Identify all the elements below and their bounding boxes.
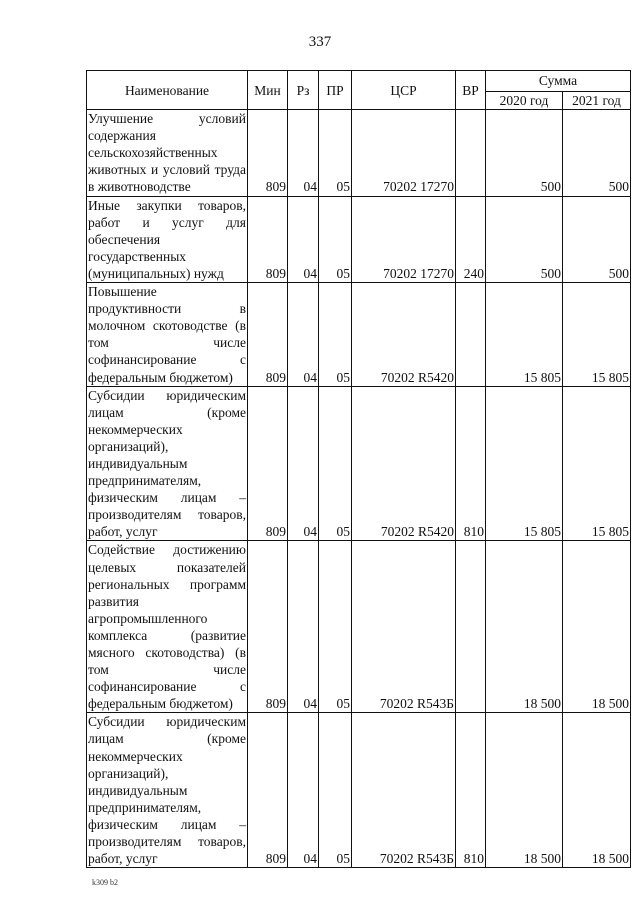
row-sum-2021: 18 500 — [563, 541, 631, 713]
row-rz: 04 — [288, 196, 319, 282]
row-min: 809 — [248, 713, 288, 868]
table-row — [87, 283, 631, 387]
row-vr — [456, 283, 486, 387]
row-min: 809 — [248, 386, 288, 541]
row-sum-2021: 18 500 — [563, 713, 631, 868]
row-sum-2020: 500 — [486, 110, 563, 196]
page-number: 337 — [308, 34, 332, 50]
row-rz: 04 — [288, 541, 319, 713]
table-row — [87, 386, 631, 541]
row-rz: 04 — [288, 283, 319, 387]
footer-code: k309 b2 — [92, 878, 118, 887]
row-vr — [456, 541, 486, 713]
row-sum-2021: 500 — [563, 196, 631, 282]
header-rz: Рз — [288, 71, 319, 110]
row-sum-2021: 500 — [563, 110, 631, 196]
row-name: Иные закупки товаров, работ и услуг для обеспечения государственных (муниципальных) нужд — [88, 197, 246, 281]
row-sum-2021: 15 805 — [563, 283, 631, 387]
row-csr: 70202 17270 — [352, 196, 456, 282]
row-sum-2020: 18 500 — [486, 713, 563, 868]
row-min: 809 — [248, 196, 288, 282]
row-csr: 70202 R5420 — [352, 283, 456, 387]
header-name: Наименование — [87, 71, 248, 110]
budget-table — [86, 70, 631, 868]
row-min: 809 — [248, 541, 288, 713]
row-vr: 810 — [456, 386, 486, 541]
row-rz: 04 — [288, 713, 319, 868]
header-sum: Сумма — [486, 71, 631, 92]
header-year-2021: 2021 год — [563, 92, 631, 110]
row-sum-2020: 15 805 — [486, 386, 563, 541]
row-name: Субсидии юридическим лицам (кроме некоммерческих организаций), индивидуальным предпринимателям, физическим лицам – производителям товаров, работ, услуг — [88, 714, 246, 867]
row-name: Улучшение условий содержания сельскохозяйственных животных и условий труда в животноводстве — [88, 111, 246, 195]
row-sum-2020: 15 805 — [486, 283, 563, 387]
row-pr: 05 — [319, 541, 352, 713]
row-rz: 04 — [288, 110, 319, 196]
row-csr: 70202 17270 — [352, 110, 456, 196]
row-sum-2020: 500 — [486, 196, 563, 282]
header-min: Мин — [248, 71, 288, 110]
row-pr: 05 — [319, 196, 352, 282]
row-pr: 05 — [319, 110, 352, 196]
header-year-2020: 2020 год — [486, 92, 563, 110]
header-pr: ПР — [319, 71, 352, 110]
row-csr: 70202 R543Б — [352, 713, 456, 868]
table-row — [87, 713, 631, 868]
row-name: Содействие достижению целевых показателей региональных программ развития агропромышленного комплекса (развитие мясного скотоводства) (в том числе софинансирование с федеральным бюджетом) — [88, 542, 246, 712]
row-name: Повышение продуктивности в молочном скотоводстве (в том числе софинансирование с федеральным бюджетом) — [88, 284, 246, 385]
table-row — [87, 541, 631, 713]
header-csr: ЦСР — [352, 71, 456, 110]
row-sum-2021: 15 805 — [563, 386, 631, 541]
row-csr: 70202 R543Б — [352, 541, 456, 713]
row-vr: 240 — [456, 196, 486, 282]
header-row — [87, 71, 631, 92]
row-pr: 05 — [319, 713, 352, 868]
row-pr: 05 — [319, 283, 352, 387]
row-pr: 05 — [319, 386, 352, 541]
row-rz: 04 — [288, 386, 319, 541]
row-sum-2020: 18 500 — [486, 541, 563, 713]
row-vr — [456, 110, 486, 196]
table-row — [87, 110, 631, 196]
row-csr: 70202 R5420 — [352, 386, 456, 541]
row-name: Субсидии юридическим лицам (кроме некоммерческих организаций), индивидуальным предпринимателям, физическим лицам – производителям товаров, работ, услуг — [88, 387, 246, 540]
row-min: 809 — [248, 283, 288, 387]
row-vr: 810 — [456, 713, 486, 868]
header-vr: ВР — [456, 71, 486, 110]
row-min: 809 — [248, 110, 288, 196]
table-row — [87, 196, 631, 282]
